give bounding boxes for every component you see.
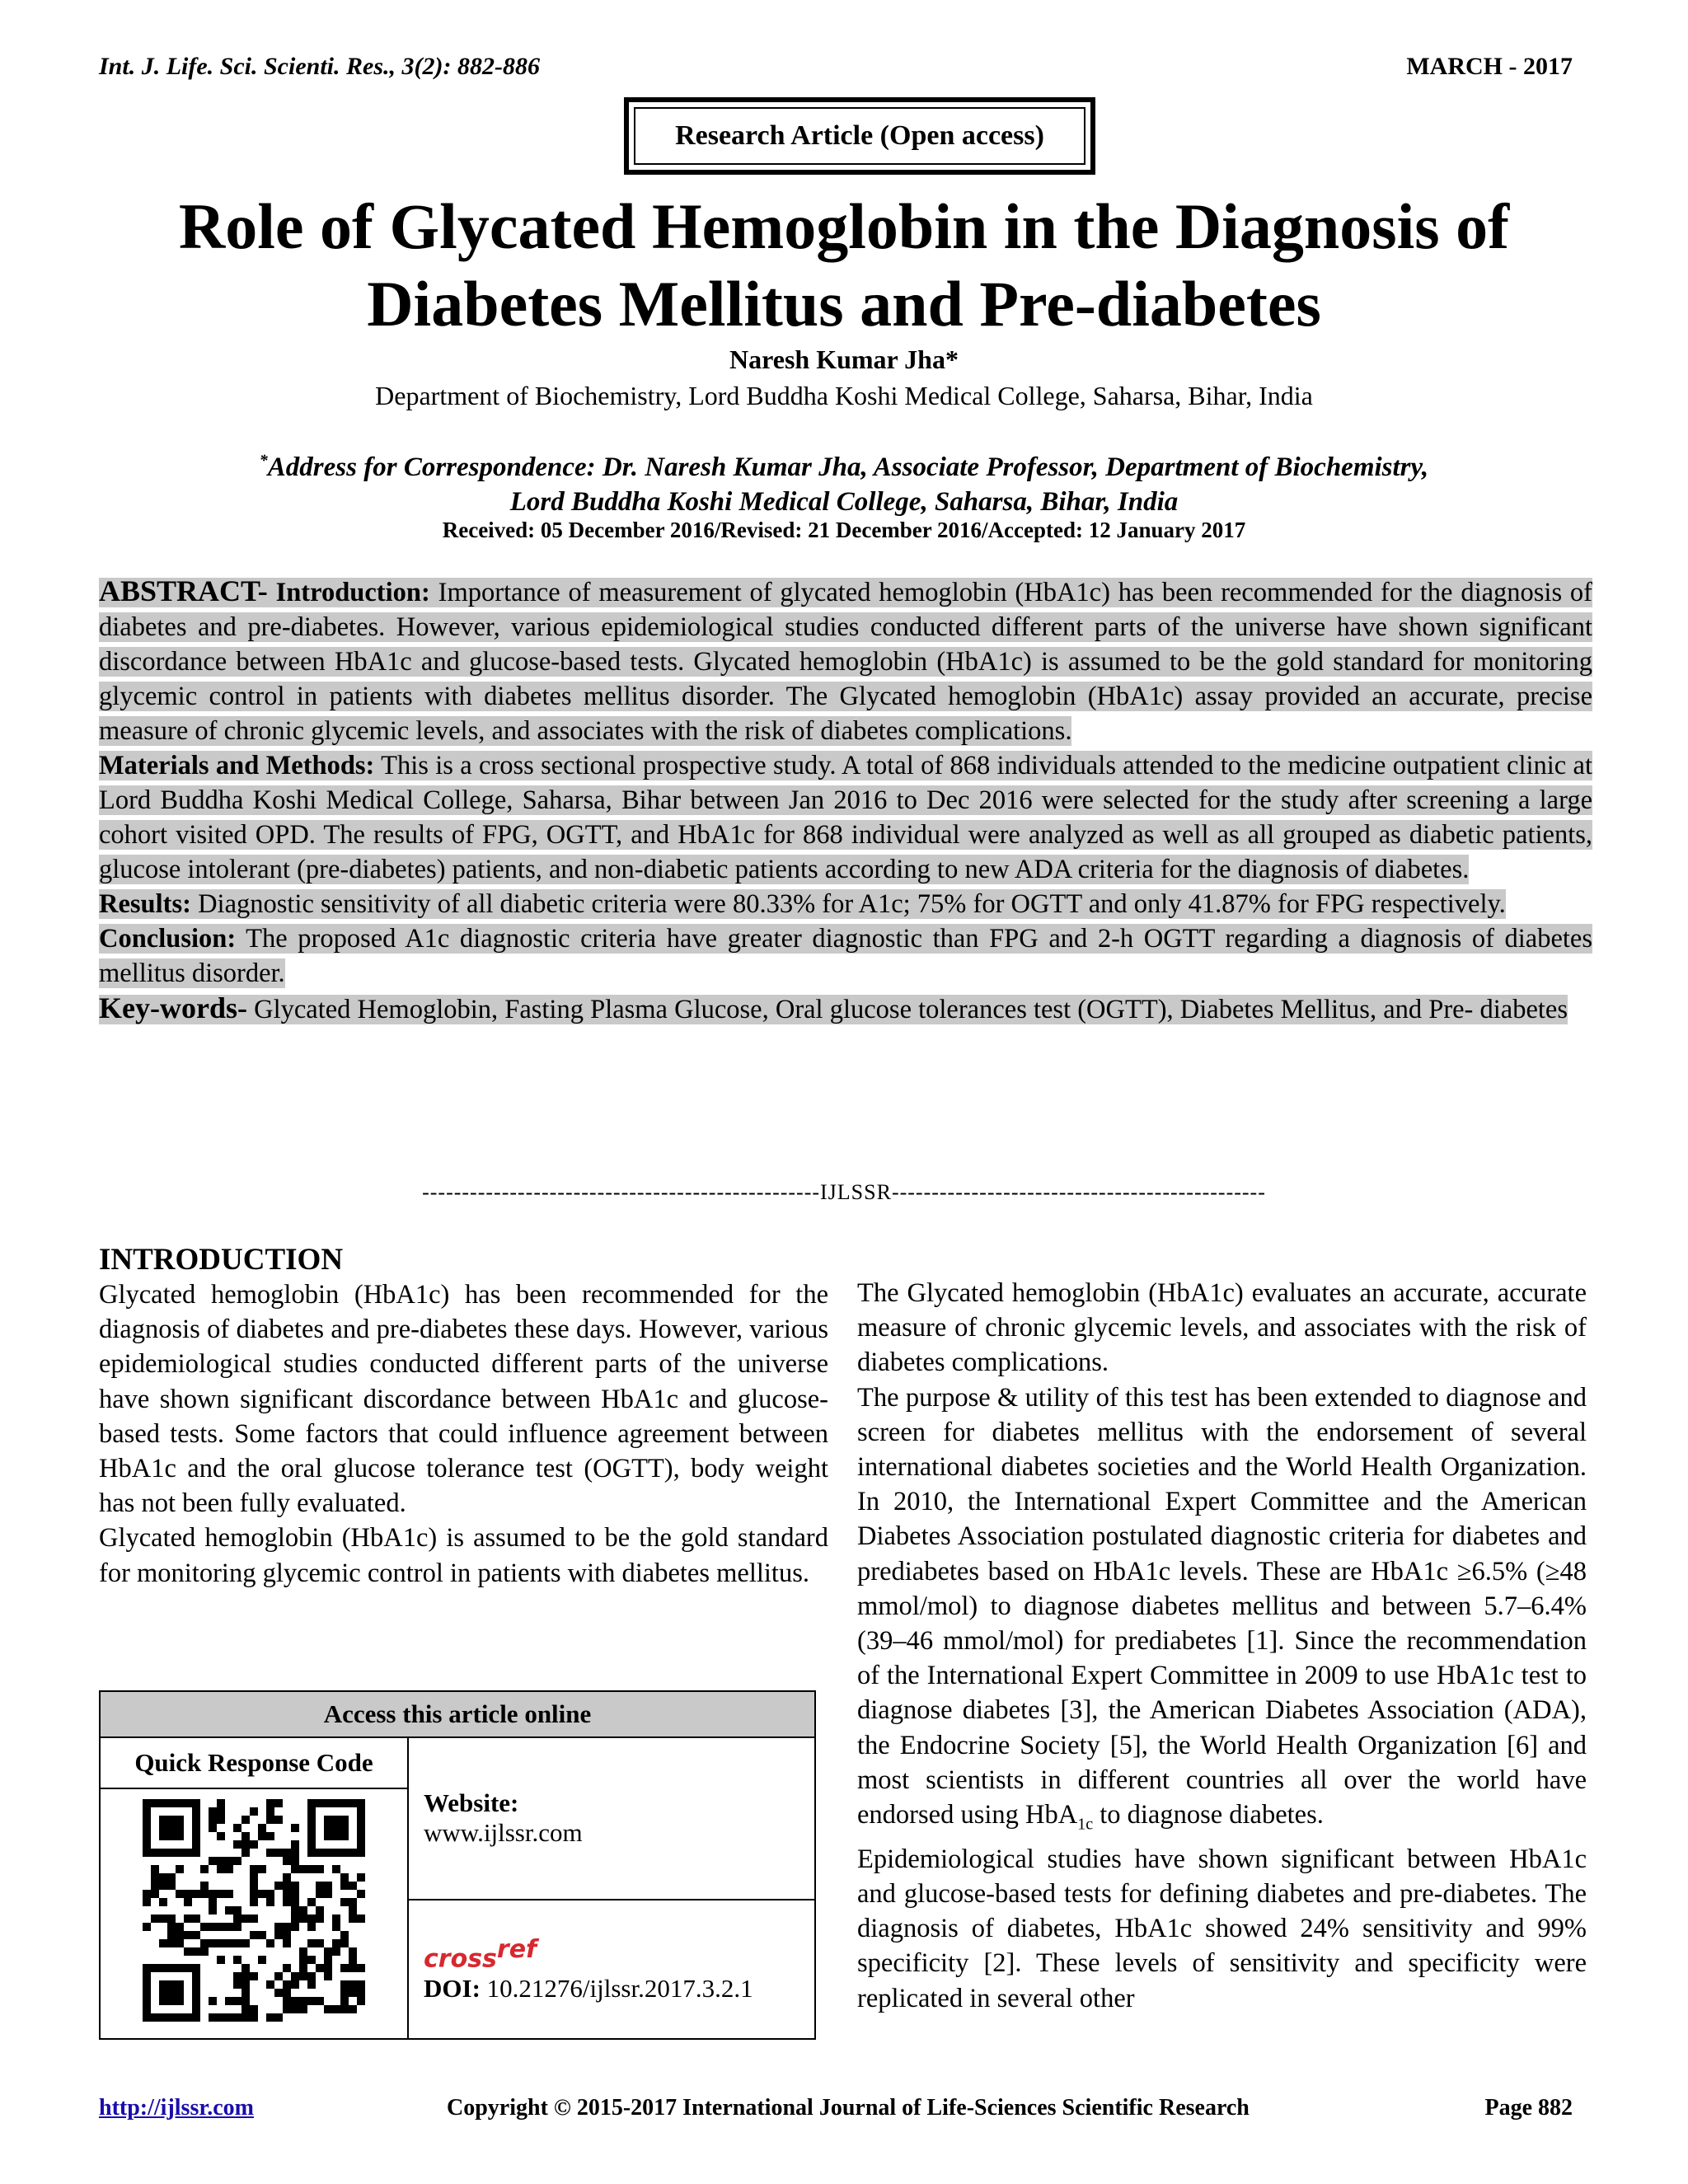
crossref-logo: cross$^{ref}$ (424, 1935, 537, 1974)
doi-link[interactable]: 10.21276/ijlssr.2017.3.2.1 (486, 1973, 753, 2003)
intro-paragraph-2: Glycated hemoglobin (HbA1c) is assumed to be the gold standard for monitoring glycemic control in patients with diabetes mellitus. (99, 1523, 828, 1588)
abstract-conclusion-label: Conclusion: (99, 924, 237, 954)
doi-label: DOI: (424, 1973, 481, 2003)
footer-page-number: Page 882 (1484, 2095, 1573, 2121)
abstract-results-text: Diagnostic sensitivity of all diabetic criteria were 80.33% for A1c; 75% for OGTT and only 41.87% for FPG respectively. (198, 889, 1506, 919)
footer-copyright: Copyright © 2015-2017 International Journal of Life-Sciences Scientific Research (447, 2095, 1250, 2121)
abstract-methods-text: This is a cross sectional prospective study. A total of 868 individuals attended to the medicine outpatient clinic at Lord Buddha Koshi Medical College, Saharsa, Bihar between Jan 2016 to Dec 2016 were selected for the study after screening a large cohort visited OPD. The results of FPG, OGTT, and HbA1c for 868 individual were analyzed as well as all grouped as diabetic patients, glucose intolerant (pre-diabetes) patients, and non-diabetic patients according to new ADA criteria for the diagnosis of diabetes. (99, 751, 1592, 884)
abstract-methods-label: Materials and Methods: (99, 751, 375, 780)
article-title (82, 188, 1606, 343)
abstract-intro-label: Introduction: (275, 578, 430, 607)
intro-paragraph-4: The purpose & utility of this test has been extended to diagnose and screen for diabetes mellitus with the endorsement of several international diabetes societies and the World Health Organization. In 2010, the International Expert Committee and the American Diabetes Association postulated diagnostic criteria for diabetes and prediabetes based on HbA1c levels. These are HbA1c ≥6.5% (≥48 mmol/mol) to diagnose diabetes mellitus and between 5.7–6.4% (39–46 mmol/mol) for prediabetes [1]. Since the recommendation of the International Expert Committee in 2009 to use HbA1c test to diagnose diabetes [3], the American Diabetes Association (ADA), the Endocrine Society [5], the World Health Organization [6] and most scientists in different countries all over the world have endorsed using HbA$_{1c}$ to diagnose diabetes. (857, 1382, 1587, 1834)
abstract (99, 574, 1592, 1027)
introduction-left-column (99, 1243, 828, 1591)
journal-reference: Int. J. Life. Sci. Scienti. Res., 3(2): 882-886 (99, 53, 540, 80)
author-affiliation: Department of Biochemistry, Lord Buddha Koshi Medical College, Saharsa, Bihar, India (375, 381, 1313, 410)
abstract-conclusion-text: The proposed A1c diagnostic criteria have greater diagnostic than FPG and 2-h OGTT regarding a diagnosis of diabetes mellitus disorder. (99, 924, 1592, 988)
author-name: Naresh Kumar Jha* (729, 344, 959, 374)
qr-code-label: Quick Response Code (100, 1737, 408, 1788)
qr-code-icon[interactable] (143, 1799, 365, 2022)
intro-paragraph-3: The Glycated hemoglobin (HbA1c) evaluates an accurate, accurate measure of chronic glycemic levels, and associates with the risk of diabetes complications. (857, 1278, 1587, 1378)
keywords-label: Key-words- (99, 991, 247, 1024)
abstract-label: ABSTRACT- (99, 574, 268, 607)
intro-paragraph-1: Glycated hemoglobin (HbA1c) has been recommended for the diagnosis of diabetes and pre-diabetes these days. However, various epidemiological studies conducted different parts of the universe have shown significant discordance between HbA1c and glucose-based tests. Some factors that could influence agreement between HbA1c and the oral glucose tolerance test (OGTT), body weight has not been fully evaluated. (99, 1280, 828, 1519)
article-type-label: Research Article (Open access) (634, 107, 1085, 165)
section-separator: --------------------------------------------------IJLSSR----------------------------------------------- (422, 1180, 1266, 1204)
correspondence-marker: * (259, 452, 268, 470)
website-cell (408, 1737, 815, 1900)
title-line-2: Diabetes Mellitus and Pre-diabetes (367, 268, 1321, 340)
correspondence-line-1: Address for Correspondence: Dr. Naresh Kumar Jha, Associate Professor, Department of Biochemistry, (267, 452, 1429, 482)
access-article-box (99, 1690, 816, 2040)
access-box-header: Access this article online (100, 1691, 815, 1737)
article-dates: Received: 05 December 2016/Revised: 21 December 2016/Accepted: 12 January 2017 (442, 518, 1246, 542)
intro-paragraph-5: Epidemiological studies have shown significant between HbA1c and glucose-based tests for defining diabetes and pre-diabetes. The diagnosis of diabetes, HbA1c showed 24% sensitivity and 99% specificity [2]. These levels of sensitivity and specificity were replicated in several other (857, 1844, 1587, 2013)
article-type-box (624, 97, 1095, 175)
introduction-heading: INTRODUCTION (99, 1243, 344, 1277)
title-line-1: Role of Glycated Hemoglobin in the Diagnosis of (178, 190, 1510, 262)
correspondence-line-2: Lord Buddha Koshi Medical College, Saharsa, Bihar, India (509, 487, 1179, 517)
website-label: Website: (424, 1788, 519, 1818)
abstract-results-label: Results: (99, 889, 191, 919)
doi-cell (408, 1900, 815, 2039)
abstract-intro-text: Importance of measurement of glycated hemoglobin (HbA1c) has been recommended for the diagnosis of diabetes and pre-diabetes. However, various epidemiological studies conducted different parts of the universe have shown significant discordance between HbA1c and glucose-based tests. Glycated hemoglobin (HbA1c) is assumed to be the gold standard for monitoring glycemic control in patients with diabetes mellitus disorder. The Glycated hemoglobin (HbA1c) assay provided an accurate, precise measure of chronic glycemic levels, and associates with the risk of diabetes complications. (99, 578, 1593, 746)
qr-code-cell (100, 1788, 408, 2039)
keywords-text: Glycated Hemoglobin, Fasting Plasma Glucose, Oral glucose tolerances test (OGTT), Diabetes Mellitus, and Pre- diabetes (254, 995, 1568, 1024)
correspondence-address (82, 443, 1606, 519)
issue-date: MARCH - 2017 (1406, 53, 1573, 80)
website-link[interactable]: www.ijlssr.com (424, 1818, 583, 1848)
footer-journal-link[interactable]: http://ijlssr.com (99, 2095, 254, 2121)
introduction-right-column (857, 1276, 1587, 2016)
